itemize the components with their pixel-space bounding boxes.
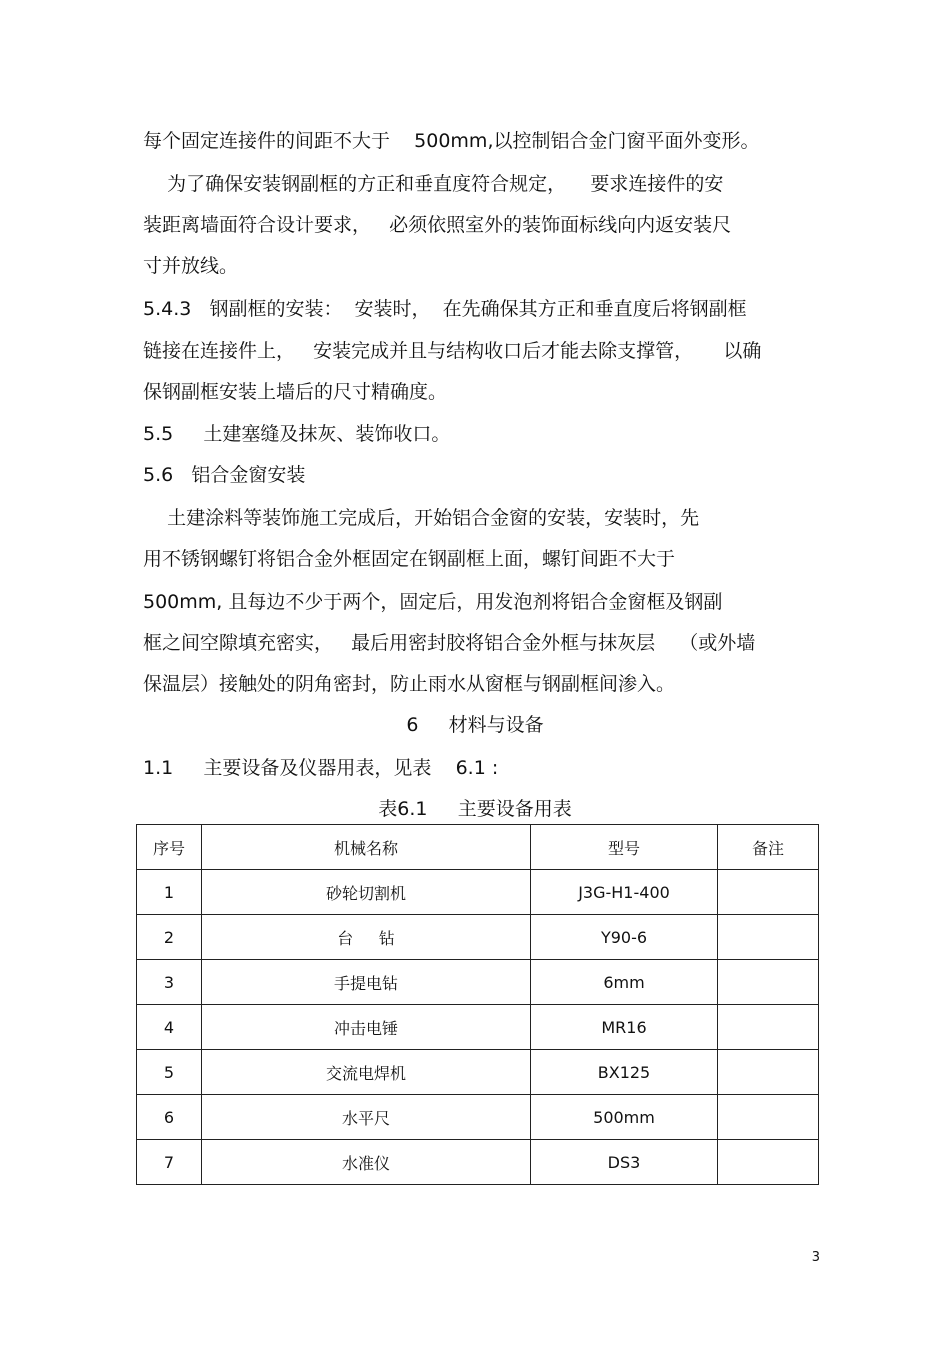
body-line: 为了确保安装钢副框的方正和垂直度符合规定， 要求连接件的安 — [143, 173, 724, 195]
cell-remarks — [718, 870, 819, 915]
header-cell-index: 序号 — [137, 825, 202, 870]
cell-machine-name: 台 钻 — [202, 915, 531, 960]
header-cell-remarks: 备注 — [718, 825, 819, 870]
table-caption: 表6.1 主要设备用表 — [378, 798, 572, 820]
cell-machine-name: 砂轮切割机 — [202, 870, 531, 915]
body-line: 链接在连接件上， 安装完成并且与结构收口后才能去除支撑管， 以确 — [143, 340, 762, 362]
section-heading: 6 材料与设备 — [406, 714, 544, 736]
cell-index: 3 — [137, 960, 202, 1005]
cell-remarks — [718, 1095, 819, 1140]
table-row — [137, 1005, 819, 1050]
cell-index: 6 — [137, 1095, 202, 1140]
cell-index: 4 — [137, 1005, 202, 1050]
cell-index: 1 — [137, 870, 202, 915]
cell-machine-name: 水平尺 — [202, 1095, 531, 1140]
table-row — [137, 915, 819, 960]
cell-model: BX125 — [531, 1050, 718, 1095]
table-header-row — [137, 825, 819, 870]
body-line: 装距离墙面符合设计要求， 必须依照室外的装饰面标线向内返安装尺 — [143, 214, 732, 236]
body-line: 5.5 土建塞缝及抹灰、装饰收口。 — [143, 423, 451, 445]
cell-index: 2 — [137, 915, 202, 960]
cell-remarks — [718, 915, 819, 960]
cell-machine-name: 交流电焊机 — [202, 1050, 531, 1095]
page-number: 3 — [811, 1250, 820, 1265]
cell-remarks — [718, 1005, 819, 1050]
cell-model: 500mm — [531, 1095, 718, 1140]
cell-machine-name: 水准仪 — [202, 1140, 531, 1185]
body-line: 5.4.3 钢副框的安装： 安装时， 在先确保其方正和垂直度后将钢副框 — [143, 298, 747, 320]
table-row — [137, 1050, 819, 1095]
header-cell-machine-name: 机械名称 — [202, 825, 531, 870]
body-line: 5.6 铝合金窗安装 — [143, 464, 306, 486]
cell-model: DS3 — [531, 1140, 718, 1185]
body-line: 寸并放线。 — [143, 255, 239, 277]
header-cell-model: 型号 — [531, 825, 718, 870]
cell-model: MR16 — [531, 1005, 718, 1050]
cell-index: 7 — [137, 1140, 202, 1185]
table-row — [137, 870, 819, 915]
body-line: 每个固定连接件的间距不大于 500mm,以控制铝合金门窗平面外变形。 — [143, 130, 760, 152]
cell-model: 6mm — [531, 960, 718, 1005]
table-row — [137, 1140, 819, 1185]
body-line: 土建涂料等装饰施工完成后，开始铝合金窗的安装，安装时，先 — [143, 507, 700, 529]
cell-model: Y90-6 — [531, 915, 718, 960]
equipment-table — [136, 824, 819, 1185]
cell-machine-name: 冲击电锤 — [202, 1005, 531, 1050]
body-line: 500mm, 且每边不少于两个，固定后，用发泡剂将铝合金窗框及钢副 — [143, 591, 723, 613]
table-row — [137, 960, 819, 1005]
body-line: 保钢副框安装上墙后的尺寸精确度。 — [143, 381, 448, 403]
cell-remarks — [718, 960, 819, 1005]
cell-remarks — [718, 1050, 819, 1095]
subsection-line: 1.1 主要设备及仪器用表，见表 6.1 : — [143, 757, 499, 779]
body-line: 用不锈钢螺钉将铝合金外框固定在钢副框上面，螺钉间距不大于 — [143, 548, 676, 570]
table-row — [137, 1095, 819, 1140]
cell-model: J3G-H1-400 — [531, 870, 718, 915]
body-line: 保温层）接触处的阴角密封，防止雨水从窗框与钢副框间渗入。 — [143, 673, 676, 695]
cell-remarks — [718, 1140, 819, 1185]
body-line: 框之间空隙填充密实， 最后用密封胶将铝合金外框与抹灰层 （或外墙 — [143, 632, 756, 654]
cell-index: 5 — [137, 1050, 202, 1095]
cell-machine-name: 手提电钻 — [202, 960, 531, 1005]
